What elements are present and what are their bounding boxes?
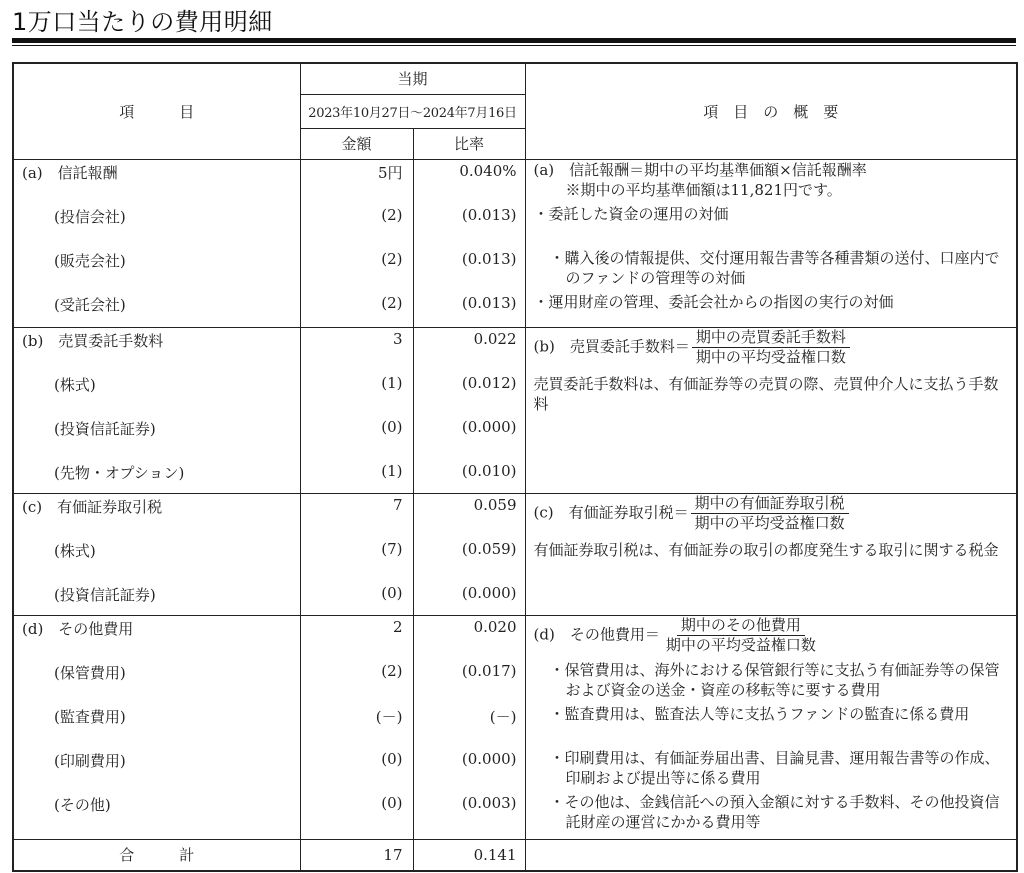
- title-underline-thick: [12, 38, 1016, 43]
- row-ratio: (0.000): [461, 583, 517, 602]
- desc-text: ・その他は、金銭信託への預入金額に対する手数料、その他投資信託財産の運営にかかる費用等: [549, 792, 1000, 831]
- total-row: [13, 839, 1017, 871]
- fraction-denominator: 期中の平均受益権口数: [695, 347, 846, 366]
- section-a: [13, 159, 1017, 327]
- formula-prefix: (c) 有価証券取引税＝: [533, 503, 689, 521]
- row-amount: (0): [381, 417, 403, 436]
- total-summary-empty: [525, 839, 1017, 871]
- row-amount: (2): [381, 661, 403, 680]
- desc-text: ・購入後の情報提供、交付運用報告書等各種書類の送付、口座内でのファンドの管理等の対価: [549, 248, 1000, 287]
- fraction: [662, 616, 820, 655]
- row-label: (d) その他費用: [22, 619, 134, 638]
- row-ratio: (0.000): [461, 749, 517, 768]
- row-ratio: (－): [489, 707, 517, 726]
- row-amount: (0): [381, 583, 403, 602]
- row-ratio: 0.059: [473, 495, 517, 514]
- title-underline-thin: [12, 45, 1016, 46]
- total-label: 合 計: [13, 839, 300, 871]
- row-ratio: (0.013): [461, 249, 517, 268]
- row-label: (保管費用): [54, 663, 126, 682]
- header-amount: 金額: [300, 128, 413, 159]
- row-amount: (7): [381, 539, 403, 558]
- row-ratio: (0.013): [461, 293, 517, 312]
- row-label: (その他): [54, 795, 111, 814]
- formula: [534, 616, 1013, 655]
- row-ratio: (0.003): [461, 793, 517, 812]
- formula: [534, 328, 1013, 367]
- header-period-range: 2023年10月27日～2024年7月16日: [300, 94, 525, 128]
- row-amount: (－): [375, 707, 403, 726]
- fraction-numerator: 期中の有価証券取引税: [691, 494, 849, 514]
- row-label: (監査費用): [54, 707, 126, 726]
- row-label: (投資信託証券): [54, 419, 156, 438]
- row-label: (投信会社): [54, 207, 126, 226]
- row-amount: (0): [381, 793, 403, 812]
- fraction: [691, 494, 849, 533]
- desc-text: ・印刷費用は、有価証券届出書、目論見書、運用報告書等の作成、印刷および提出等に係る費用: [549, 748, 1000, 787]
- row-amount: (2): [381, 293, 403, 312]
- row-label: (先物・オプション): [54, 463, 185, 482]
- row-ratio: 0.022: [473, 329, 517, 348]
- section-c: [13, 493, 1017, 615]
- header-item: 項 目: [13, 63, 300, 159]
- desc-text: 売買委託手数料は、有価証券等の売買の際、売買仲介人に支払う手数料: [533, 374, 999, 413]
- fraction-numerator: 期中の売買委託手数料: [692, 328, 850, 348]
- row-ratio: 0.040%: [459, 161, 517, 180]
- row-amount: 5円: [377, 163, 403, 182]
- row-label: (印刷費用): [54, 751, 126, 770]
- row-amount: 2: [392, 617, 403, 636]
- row-ratio: 0.020: [473, 617, 517, 636]
- row-amount: (1): [381, 461, 403, 480]
- row-amount: (2): [381, 249, 403, 268]
- row-ratio: (0.013): [461, 205, 517, 224]
- section-b: [13, 327, 1017, 493]
- fraction-numerator: 期中のその他費用: [677, 616, 805, 636]
- formula-prefix: (b) 売買委託手数料＝: [533, 337, 690, 355]
- row-label: (投資信託証券): [54, 585, 156, 604]
- row-amount: 7: [392, 495, 403, 514]
- row-label: (b) 売買委託手数料: [22, 331, 164, 350]
- header-summary: 項 目 の 概 要: [525, 63, 1017, 159]
- row-label: (c) 有価証券取引税: [22, 497, 163, 516]
- row-ratio: (0.059): [461, 539, 517, 558]
- desc-text: ・運用財産の管理、委託会社からの指図の実行の対価: [533, 292, 894, 311]
- row-amount: 3: [392, 329, 403, 348]
- formula-prefix: (d) その他費用＝: [533, 625, 660, 643]
- cost-breakdown-table: [12, 62, 1018, 872]
- row-label: (販売会社): [54, 251, 126, 270]
- header-ratio: 比率: [413, 128, 525, 159]
- total-amount: 17: [300, 839, 413, 871]
- desc-text: ・監査費用は、監査法人等に支払うファンドの監査に係る費用: [549, 704, 970, 723]
- desc-text: ・保管費用は、海外における保管銀行等に支払う有価証券等の保管および資金の送金・資産の移転等に要する費用: [549, 660, 1000, 699]
- formula: [534, 494, 1013, 533]
- total-ratio: 0.141: [413, 839, 525, 871]
- desc-text: (a) 信託報酬＝期中の平均基準価額×信託報酬率: [533, 160, 867, 179]
- row-label: (株式): [54, 375, 96, 394]
- row-ratio: (0.017): [461, 661, 517, 680]
- row-ratio: (0.000): [461, 417, 517, 436]
- row-label: (a) 信託報酬: [22, 163, 118, 182]
- row-ratio: (0.010): [461, 461, 517, 480]
- desc-text: ※期中の平均基準価額は11,821円です。: [565, 180, 842, 199]
- page-title: 1万口当たりの費用明細: [12, 8, 273, 36]
- fraction-denominator: 期中の平均受益権口数: [694, 513, 845, 532]
- desc-text: 有価証券取引税は、有価証券の取引の都度発生する取引に関する税金: [533, 540, 999, 559]
- fraction: [692, 328, 850, 367]
- section-d: [13, 615, 1017, 839]
- row-ratio: (0.012): [461, 373, 517, 392]
- row-amount: (2): [381, 205, 403, 224]
- fraction-denominator: 期中の平均受益権口数: [665, 635, 816, 654]
- row-label: (受託会社): [54, 295, 126, 314]
- row-amount: (0): [381, 749, 403, 768]
- row-amount: (1): [381, 373, 403, 392]
- header-period-label: 当期: [300, 63, 525, 94]
- desc-text: ・委託した資金の運用の対価: [533, 204, 729, 223]
- row-label: (株式): [54, 541, 96, 560]
